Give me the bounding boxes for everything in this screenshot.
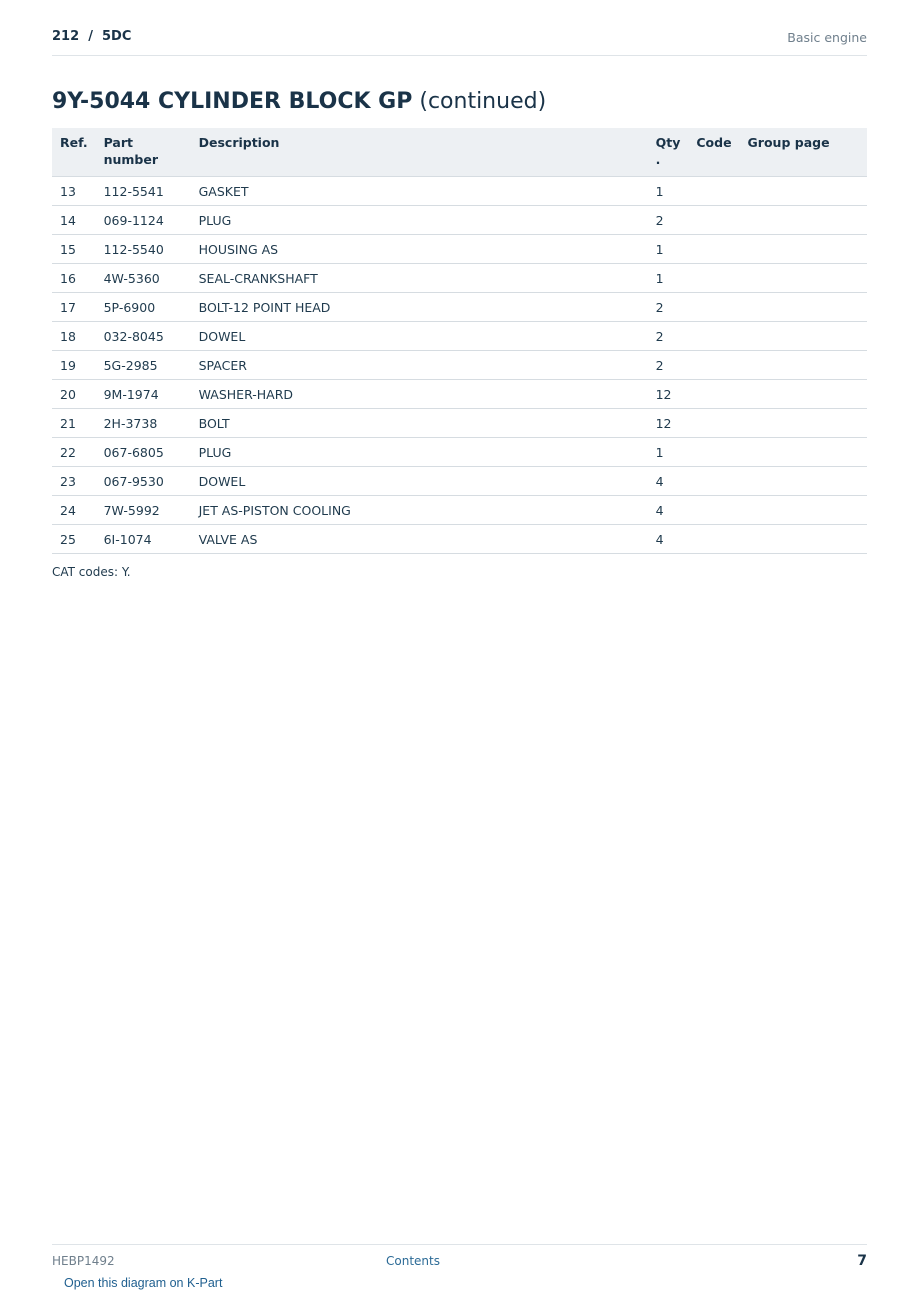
- cell-description: DOWEL: [191, 467, 648, 496]
- cell-ref: 22: [52, 438, 96, 467]
- table-row: [52, 467, 867, 496]
- cell-ref: 17: [52, 293, 96, 322]
- cell-group-page: [740, 438, 867, 467]
- cell-group-page: [740, 525, 867, 554]
- cell-code: [688, 380, 739, 409]
- cell-description: JET AS-PISTON COOLING: [191, 496, 648, 525]
- page-footer: [52, 1244, 867, 1275]
- cell-part-number: 4W-5360: [96, 264, 191, 293]
- page-number: 7: [857, 1253, 867, 1269]
- cell-group-page: [740, 351, 867, 380]
- header-qty-label: Qty: [655, 135, 681, 150]
- cell-description: WASHER-HARD: [191, 380, 648, 409]
- table-row: [52, 438, 867, 467]
- cell-ref: 25: [52, 525, 96, 554]
- cell-qty: 12: [648, 409, 689, 438]
- contents-link[interactable]: Contents: [386, 1254, 440, 1268]
- cell-code: [688, 235, 739, 264]
- cell-description: SEAL-CRANKSHAFT: [191, 264, 648, 293]
- cell-group-page: [740, 409, 867, 438]
- parts-table-header: [52, 128, 867, 177]
- cell-part-number: 7W-5992: [96, 496, 191, 525]
- cell-qty: 1: [648, 264, 689, 293]
- page-title: [52, 89, 546, 114]
- cell-code: [688, 496, 739, 525]
- cell-part-number: 5G-2985: [96, 351, 191, 380]
- cell-qty: 2: [648, 322, 689, 351]
- cell-part-number: 067-6805: [96, 438, 191, 467]
- cell-group-page: [740, 264, 867, 293]
- header-qty: [648, 128, 689, 177]
- cell-code: [688, 351, 739, 380]
- cell-part-number: 5P-6900: [96, 293, 191, 322]
- table-row: [52, 351, 867, 380]
- cell-group-page: [740, 380, 867, 409]
- table-row: [52, 380, 867, 409]
- table-row: [52, 496, 867, 525]
- cell-code: [688, 177, 739, 206]
- table-row: [52, 322, 867, 351]
- cell-ref: 18: [52, 322, 96, 351]
- cell-ref: 15: [52, 235, 96, 264]
- cell-ref: 24: [52, 496, 96, 525]
- cell-group-page: [740, 496, 867, 525]
- cell-qty: 1: [648, 177, 689, 206]
- table-row: [52, 264, 867, 293]
- cell-code: [688, 467, 739, 496]
- header-code: Code: [688, 128, 739, 177]
- table-row: [52, 177, 867, 206]
- cell-group-page: [740, 467, 867, 496]
- cell-description: BOLT-12 POINT HEAD: [191, 293, 648, 322]
- section-breadcrumb: 212 / 5DC: [52, 29, 132, 44]
- cell-code: [688, 322, 739, 351]
- cell-ref: 21: [52, 409, 96, 438]
- cell-ref: 16: [52, 264, 96, 293]
- parts-table: [52, 128, 867, 554]
- cell-qty: 4: [648, 496, 689, 525]
- cell-qty: 12: [648, 380, 689, 409]
- cell-part-number: 112-5541: [96, 177, 191, 206]
- cell-description: VALVE AS: [191, 525, 648, 554]
- table-row: [52, 293, 867, 322]
- header-ref: Ref.: [52, 128, 96, 177]
- cell-group-page: [740, 293, 867, 322]
- cell-description: DOWEL: [191, 322, 648, 351]
- header-group-page: Group page: [740, 128, 867, 177]
- title-main: 9Y-5044 CYLINDER BLOCK GP: [52, 89, 413, 114]
- cell-qty: 2: [648, 206, 689, 235]
- title-suffix: (continued): [419, 89, 547, 114]
- cell-part-number: 032-8045: [96, 322, 191, 351]
- cell-ref: 23: [52, 467, 96, 496]
- table-row: [52, 409, 867, 438]
- cell-description: PLUG: [191, 438, 648, 467]
- cell-part-number: 9M-1974: [96, 380, 191, 409]
- cell-code: [688, 206, 739, 235]
- category-label: Basic engine: [787, 30, 867, 45]
- cell-description: BOLT: [191, 409, 648, 438]
- cell-qty: 2: [648, 351, 689, 380]
- cell-group-page: [740, 322, 867, 351]
- cell-description: GASKET: [191, 177, 648, 206]
- cell-part-number: 6I-1074: [96, 525, 191, 554]
- cell-description: SPACER: [191, 351, 648, 380]
- cell-code: [688, 409, 739, 438]
- cell-qty: 1: [648, 235, 689, 264]
- parts-table-body: [52, 177, 867, 554]
- table-row: [52, 235, 867, 264]
- cell-description: HOUSING AS: [191, 235, 648, 264]
- cell-group-page: [740, 235, 867, 264]
- cell-group-page: [740, 177, 867, 206]
- cell-qty: 4: [648, 525, 689, 554]
- cell-part-number: 069-1124: [96, 206, 191, 235]
- header-qty-dot: .: [655, 152, 661, 167]
- cell-group-page: [740, 206, 867, 235]
- cell-qty: 2: [648, 293, 689, 322]
- cell-ref: 20: [52, 380, 96, 409]
- cell-ref: 13: [52, 177, 96, 206]
- cell-code: [688, 438, 739, 467]
- header-row: [52, 128, 867, 177]
- cell-ref: 14: [52, 206, 96, 235]
- table-row: [52, 525, 867, 554]
- header-description: Description: [191, 128, 648, 177]
- cell-part-number: 2H-3738: [96, 409, 191, 438]
- cell-code: [688, 525, 739, 554]
- cell-description: PLUG: [191, 206, 648, 235]
- document-code: HEBP1492: [52, 1254, 115, 1268]
- cell-qty: 1: [648, 438, 689, 467]
- cell-qty: 4: [648, 467, 689, 496]
- cell-part-number: 067-9530: [96, 467, 191, 496]
- cell-code: [688, 293, 739, 322]
- table-row: [52, 206, 867, 235]
- cell-part-number: 112-5540: [96, 235, 191, 264]
- cell-code: [688, 264, 739, 293]
- header-part-number: Part number: [96, 128, 191, 177]
- open-kpart-link[interactable]: Open this diagram on K-Part: [64, 1276, 223, 1290]
- cell-ref: 19: [52, 351, 96, 380]
- page-header: [52, 28, 867, 56]
- cat-codes-note: CAT codes: Y.: [52, 565, 131, 579]
